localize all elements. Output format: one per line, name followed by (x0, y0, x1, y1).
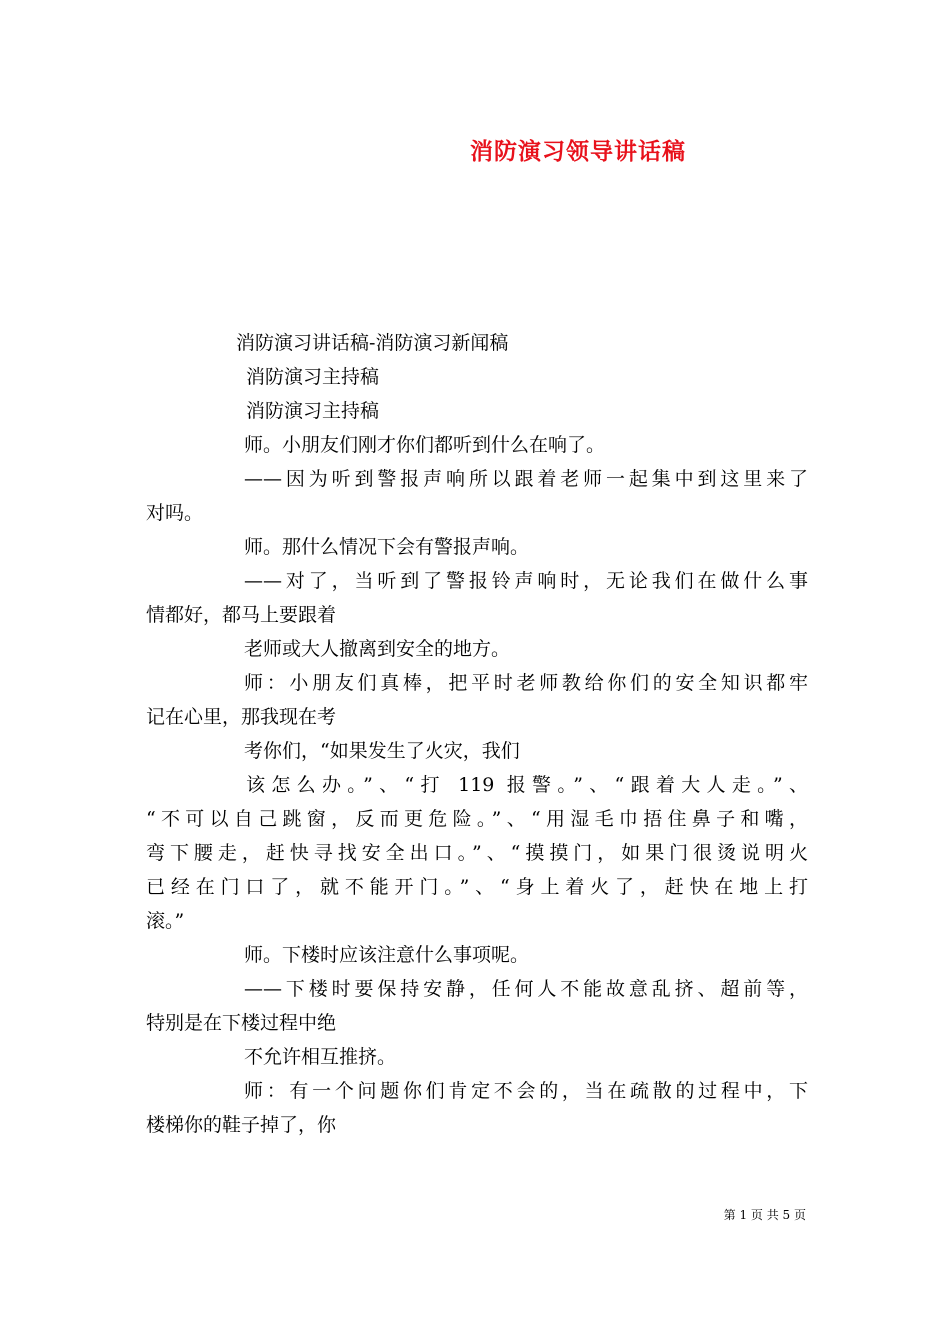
text-line: 师：有一个问题你们肯定不会的，当在疏散的过程中，下 (244, 1080, 808, 1102)
text-line: 师。下楼时应该注意什么事项呢。 (244, 944, 530, 966)
text-line: 不允许相互推挤。 (244, 1046, 397, 1068)
document-body (146, 326, 808, 1142)
text-line: ——对了，当听到了警报铃声响时，无论我们在做什么事 (244, 570, 808, 592)
text-line: 考你们，“如果发生了火灾，我们 (244, 740, 520, 762)
text-line: 师。那什么情况下会有警报声响。 (244, 536, 530, 558)
page-number: 第 1 页 共 5 页 (723, 1208, 806, 1222)
text-line: 师：小朋友们真棒，把平时老师教给你们的安全知识都牢 (244, 672, 808, 694)
text-line: ——因为听到警报声响所以跟着老师一起集中到这里来了 (244, 468, 808, 490)
text-line: 消防演习主持稿 (246, 400, 380, 422)
text-line: 情都好，都马上要跟着 (146, 604, 337, 626)
text-line: 师。小朋友们刚才你们都听到什么在响了。 (244, 434, 606, 456)
text-line: 对吗。 (146, 502, 204, 524)
text-line: 特别是在下楼过程中绝 (146, 1012, 337, 1034)
text-line: ——下楼时要保持安静，任何人不能故意乱挤、超前等， (244, 978, 808, 1000)
text-line: 消防演习讲话稿-消防演习新闻稿 (236, 332, 509, 354)
text-line: 弯下腰走，赶快寻找安全出口。”、“摸摸门，如果门很烫说明火 (146, 842, 808, 864)
text-line: “不可以自己跳窗，反而更危险。”、“用湿毛巾捂住鼻子和嘴， (146, 808, 808, 830)
text-line: 消防演习主持稿 (246, 366, 380, 388)
text-line: 老师或大人撤离到安全的地方。 (244, 638, 511, 660)
text-line: 该怎么办。”、“打 119 报警。”、“跟着大人走。”、 (246, 774, 808, 796)
document-title: 消防演习领导讲话稿 (470, 138, 686, 165)
text-line: 已经在门口了，就不能开门。”、“身上着火了，赶快在地上打 (146, 876, 808, 898)
text-line: 楼梯你的鞋子掉了，你 (146, 1114, 337, 1136)
text-line: 滚。” (146, 910, 185, 932)
text-line: 记在心里，那我现在考 (146, 706, 337, 728)
